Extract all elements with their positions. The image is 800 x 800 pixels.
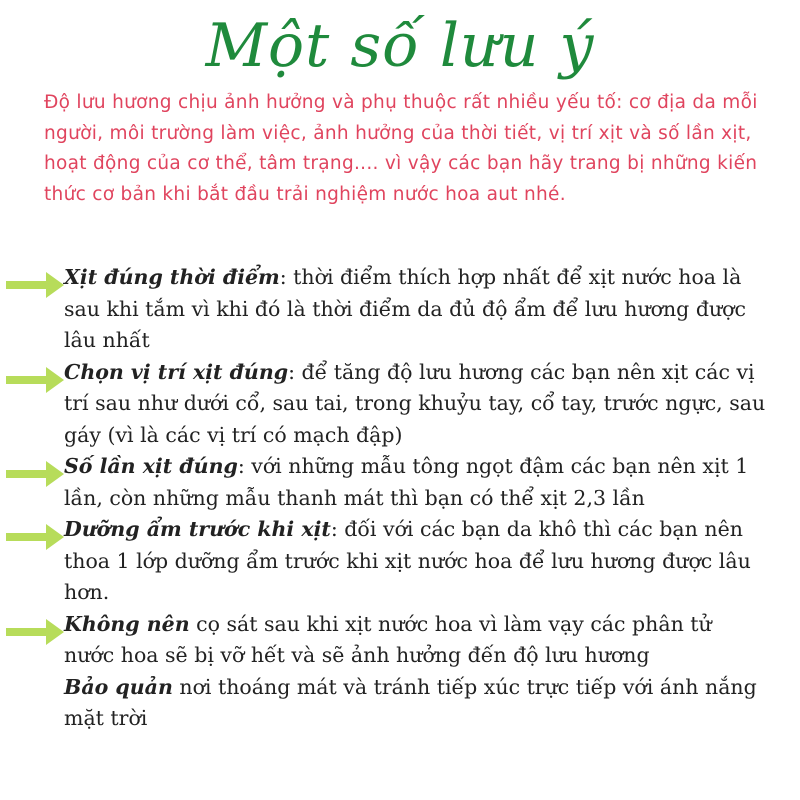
tip-text: : với những mẫu tông ngọt đậm các bạn nên xịt 1 lần, còn những mẫu thanh mát thì bạn có thể xịt 2,3 lần [64, 454, 749, 510]
arrow-right-icon [6, 365, 64, 395]
tip-item [0, 451, 800, 514]
tip-item [0, 514, 800, 609]
tip-item [0, 262, 800, 357]
tip-lead: Số lần xịt đúng [64, 454, 238, 478]
tip-text: nơi thoáng mát và tránh tiếp xúc trực tiếp với ánh nắng mặt trời [64, 674, 757, 730]
tip-item [0, 357, 800, 452]
tip-lead: Bảo quản [64, 674, 173, 699]
tip-lead: Chọn vị trí xịt đúng [64, 359, 289, 384]
page-title: Một số lưu ý [205, 11, 595, 81]
tip-lead: Dưỡng ẩm trước khi xịt [64, 517, 331, 541]
tip-text: : thời điểm thích hợp nhất để xịt nước hoa là sau khi tắm vì khi đó là thời điểm da đủ độ ẩm để lưu hương được lâu nhất [64, 265, 746, 352]
arrow-right-icon [6, 270, 64, 300]
tip-item [0, 609, 800, 672]
arrow-right-icon [6, 617, 64, 647]
tip-lead: Xịt đúng thời điểm [64, 265, 280, 289]
tip-text: cọ sát sau khi xịt nước hoa vì làm vạy các phân tử nước hoa sẽ bị vỡ hết và sẽ ảnh hưởng đến độ lưu hương [64, 611, 712, 667]
tips-list [0, 262, 800, 735]
tip-text: : để tăng độ lưu hương các bạn nên xịt các vị trí sau như dưới cổ, sau tai, trong khuỷu tay, cổ tay, trước ngực, sau gáy (vì là các vị trí có mạch đập) [64, 359, 766, 447]
tip-lead: Không nên [64, 611, 190, 636]
tip-text: : đối với các bạn da khô thì các bạn nên thoa 1 lớp dưỡng ẩm trước khi xịt nước hoa để lưu hương được lâu hơn. [64, 517, 751, 604]
intro-paragraph: Độ lưu hương chịu ảnh hưởng và phụ thuộc rất nhiều yếu tố: cơ địa da mỗi người, môi trường làm việc, ảnh hưởng của thời tiết, vị trí xịt và số lần xịt, hoạt động của cơ thể, tâm trạng.... vì vậy các bạn hãy trang bị những kiến thức cơ bản khi bắt đầu trải nghiệm nước hoa aut nhé. [44, 92, 758, 205]
arrow-right-icon [6, 522, 64, 552]
tip-item [0, 672, 800, 735]
arrow-right-icon [6, 459, 64, 489]
